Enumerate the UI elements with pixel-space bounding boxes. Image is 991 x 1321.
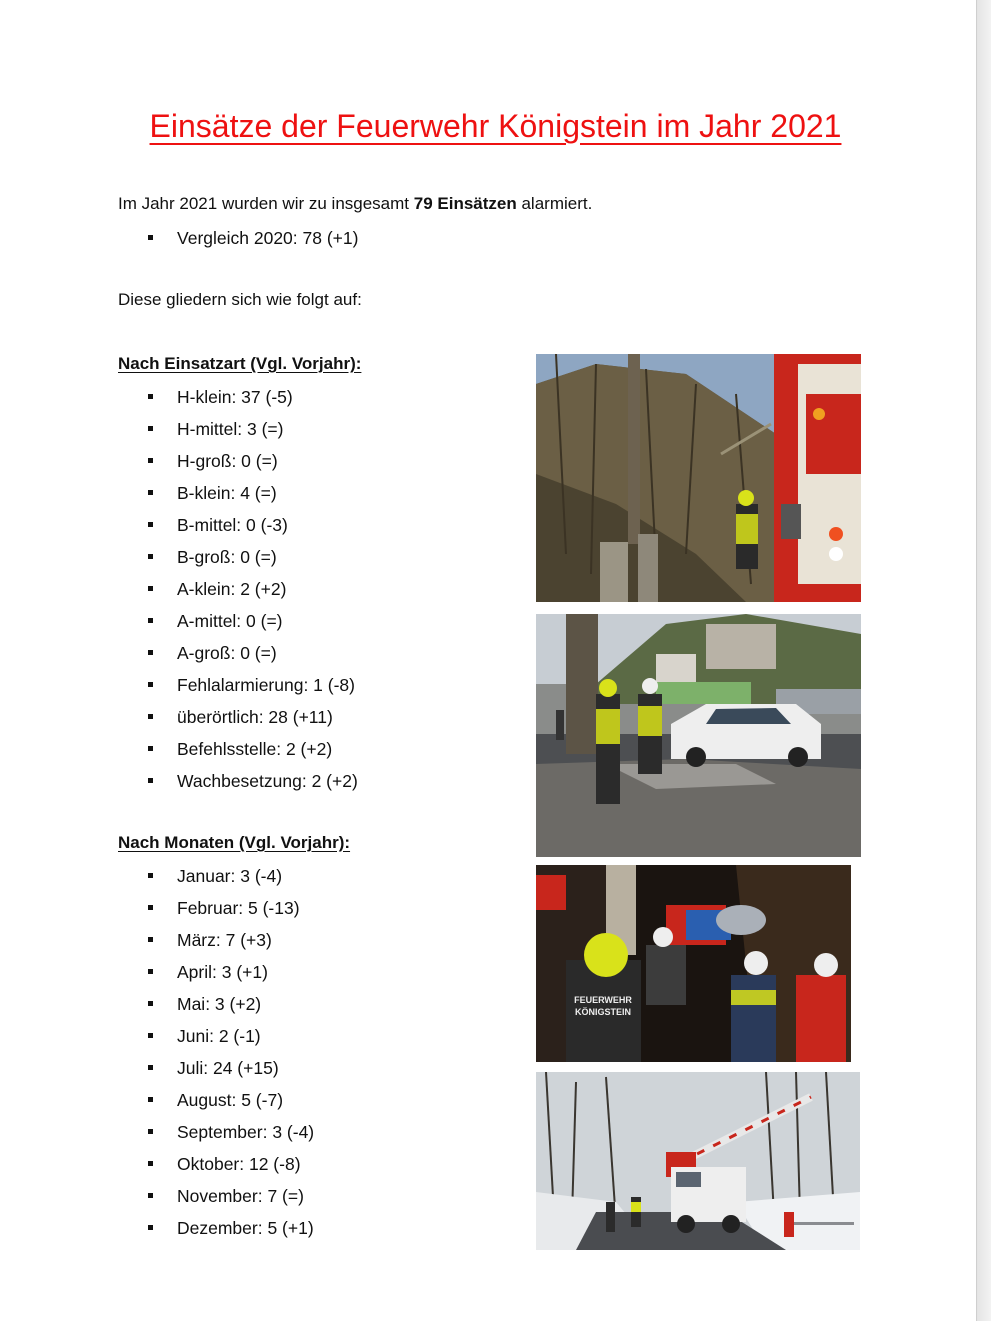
by-month-heading: Nach Monaten (Vgl. Vorjahr):	[118, 833, 351, 852]
page-title: Einsätze der Feuerwehr Königstein im Jahr 2021	[149, 108, 842, 144]
total-count: 79 Einsätzen	[413, 194, 517, 213]
page-edge	[976, 0, 991, 1321]
intro-text: Im Jahr 2021 wurden wir zu insgesamt 79 Einsätzen alarmiert.	[118, 194, 593, 213]
photo-night-rescue	[536, 865, 851, 1062]
document-page: Einsätze der Feuerwehr Königstein im Jahr 2021 Im Jahr 2021 wurden wir zu insgesamt 79 Einsätzen alarmiert. Vergleich 2020: 78 (+1) Diese gliedern sich wie folgt auf: Nach Einsatzart (Vgl. Vorjahr): H-klein: 37 (-5) H-mittel: 3 (=) H-groß: 0 (=) B-klein: 4 (=) B-mittel: 0 (-3) B-groß: 0 (=) A-klein: 2 (+2) A-mittel: 0 (=) A-groß: 0 (=) Fehlalarmierung: 1 (-8) überörtlich: 28 (+11) Befehlsstelle: 2 (+2) Wachbesetzung: 2 (+2) Nach Monaten (Vgl. Vorjahr): Januar: 3 (-4) Februar: 5 (-13) März: 7 (+3) April: 3 (+1) Mai: 3 (+2) Juni: 2 (-1) Juli: 24 (+15) August: 5 (-7) September: 3 (-4) Oktober: 12 (-8) November: 7 (=) Dezember: 5 (+1) FEUERWEHR KÖNIGSTEIN	[0, 0, 991, 1321]
photo-car-accident-tree	[536, 614, 861, 857]
vest-text-line1: FEUERWEHR	[574, 995, 632, 1005]
breakdown-intro: Diese gliedern sich wie folgt auf:	[118, 290, 362, 309]
by-type-heading: Nach Einsatzart (Vgl. Vorjahr):	[118, 354, 362, 373]
photo-slope-firetruck	[536, 354, 861, 602]
photo-crane-truck-winter	[536, 1072, 860, 1250]
vest-text-line2: KÖNIGSTEIN	[574, 1007, 632, 1017]
